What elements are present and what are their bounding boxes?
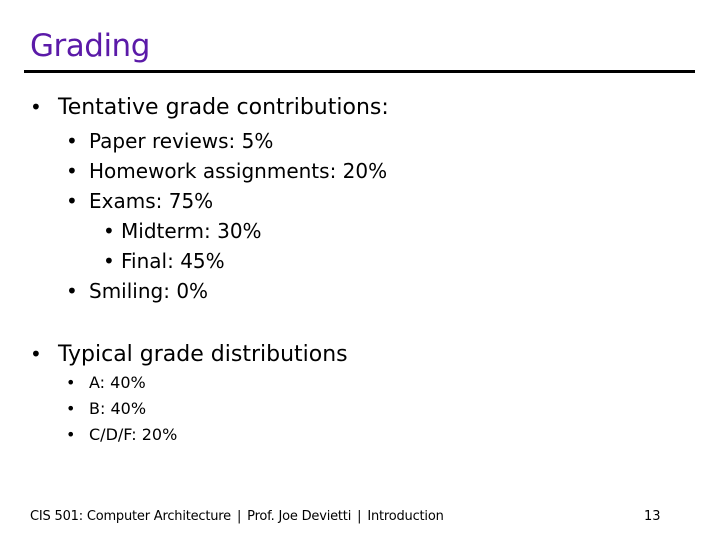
bullet-text: Typical grade distributions <box>58 342 348 367</box>
title-underline <box>24 70 695 73</box>
bullet-dot-icon: • <box>66 159 78 183</box>
grade-distributions-list <box>66 370 177 448</box>
footer-topic: Introduction <box>367 509 444 524</box>
list-item: • A: 40% <box>66 370 177 396</box>
list-item: • Homework assignments: 20% <box>66 156 387 186</box>
footer-course: CIS 501: Computer Architecture <box>30 509 231 524</box>
footer-separator: | <box>357 509 362 524</box>
bullet-dot-icon: • <box>66 425 76 444</box>
list-item: • Smiling: 0% <box>66 276 387 306</box>
bullet-dot-icon: • <box>30 342 42 366</box>
bullet-dot-icon: • <box>66 373 76 392</box>
bullet-dot-icon: • <box>103 219 115 243</box>
bullet-dot-icon: • <box>66 189 78 213</box>
bullet-dot-icon: • <box>30 95 42 119</box>
footer-instructor: Prof. Joe Devietti <box>247 509 352 524</box>
bullet-text: Tentative grade contributions: <box>58 95 389 120</box>
list-item: • C/D/F: 20% <box>66 422 177 448</box>
page-number: 13 <box>644 509 661 524</box>
bullet-dot-icon: • <box>66 129 78 153</box>
bullet-dot-icon: • <box>66 399 76 418</box>
bullet-dot-icon: • <box>66 279 78 303</box>
footer-separator: | <box>236 509 242 524</box>
slide-title: Grading <box>30 28 150 64</box>
bullet-dot-icon: • <box>103 249 115 273</box>
bullet-grade-contributions <box>30 93 389 122</box>
list-item: • Midterm: 30% <box>103 216 387 246</box>
list-item: • Paper reviews: 5% <box>66 126 387 156</box>
list-item: • Final: 45% <box>103 246 387 276</box>
list-item: • B: 40% <box>66 396 177 422</box>
list-item: • Exams: 75% • Midterm: 30% • Final: 45% <box>66 186 387 276</box>
exams-breakdown-list <box>66 216 387 276</box>
grade-contributions-list <box>66 126 387 306</box>
slide-footer <box>30 509 444 525</box>
bullet-grade-distributions <box>30 340 348 369</box>
